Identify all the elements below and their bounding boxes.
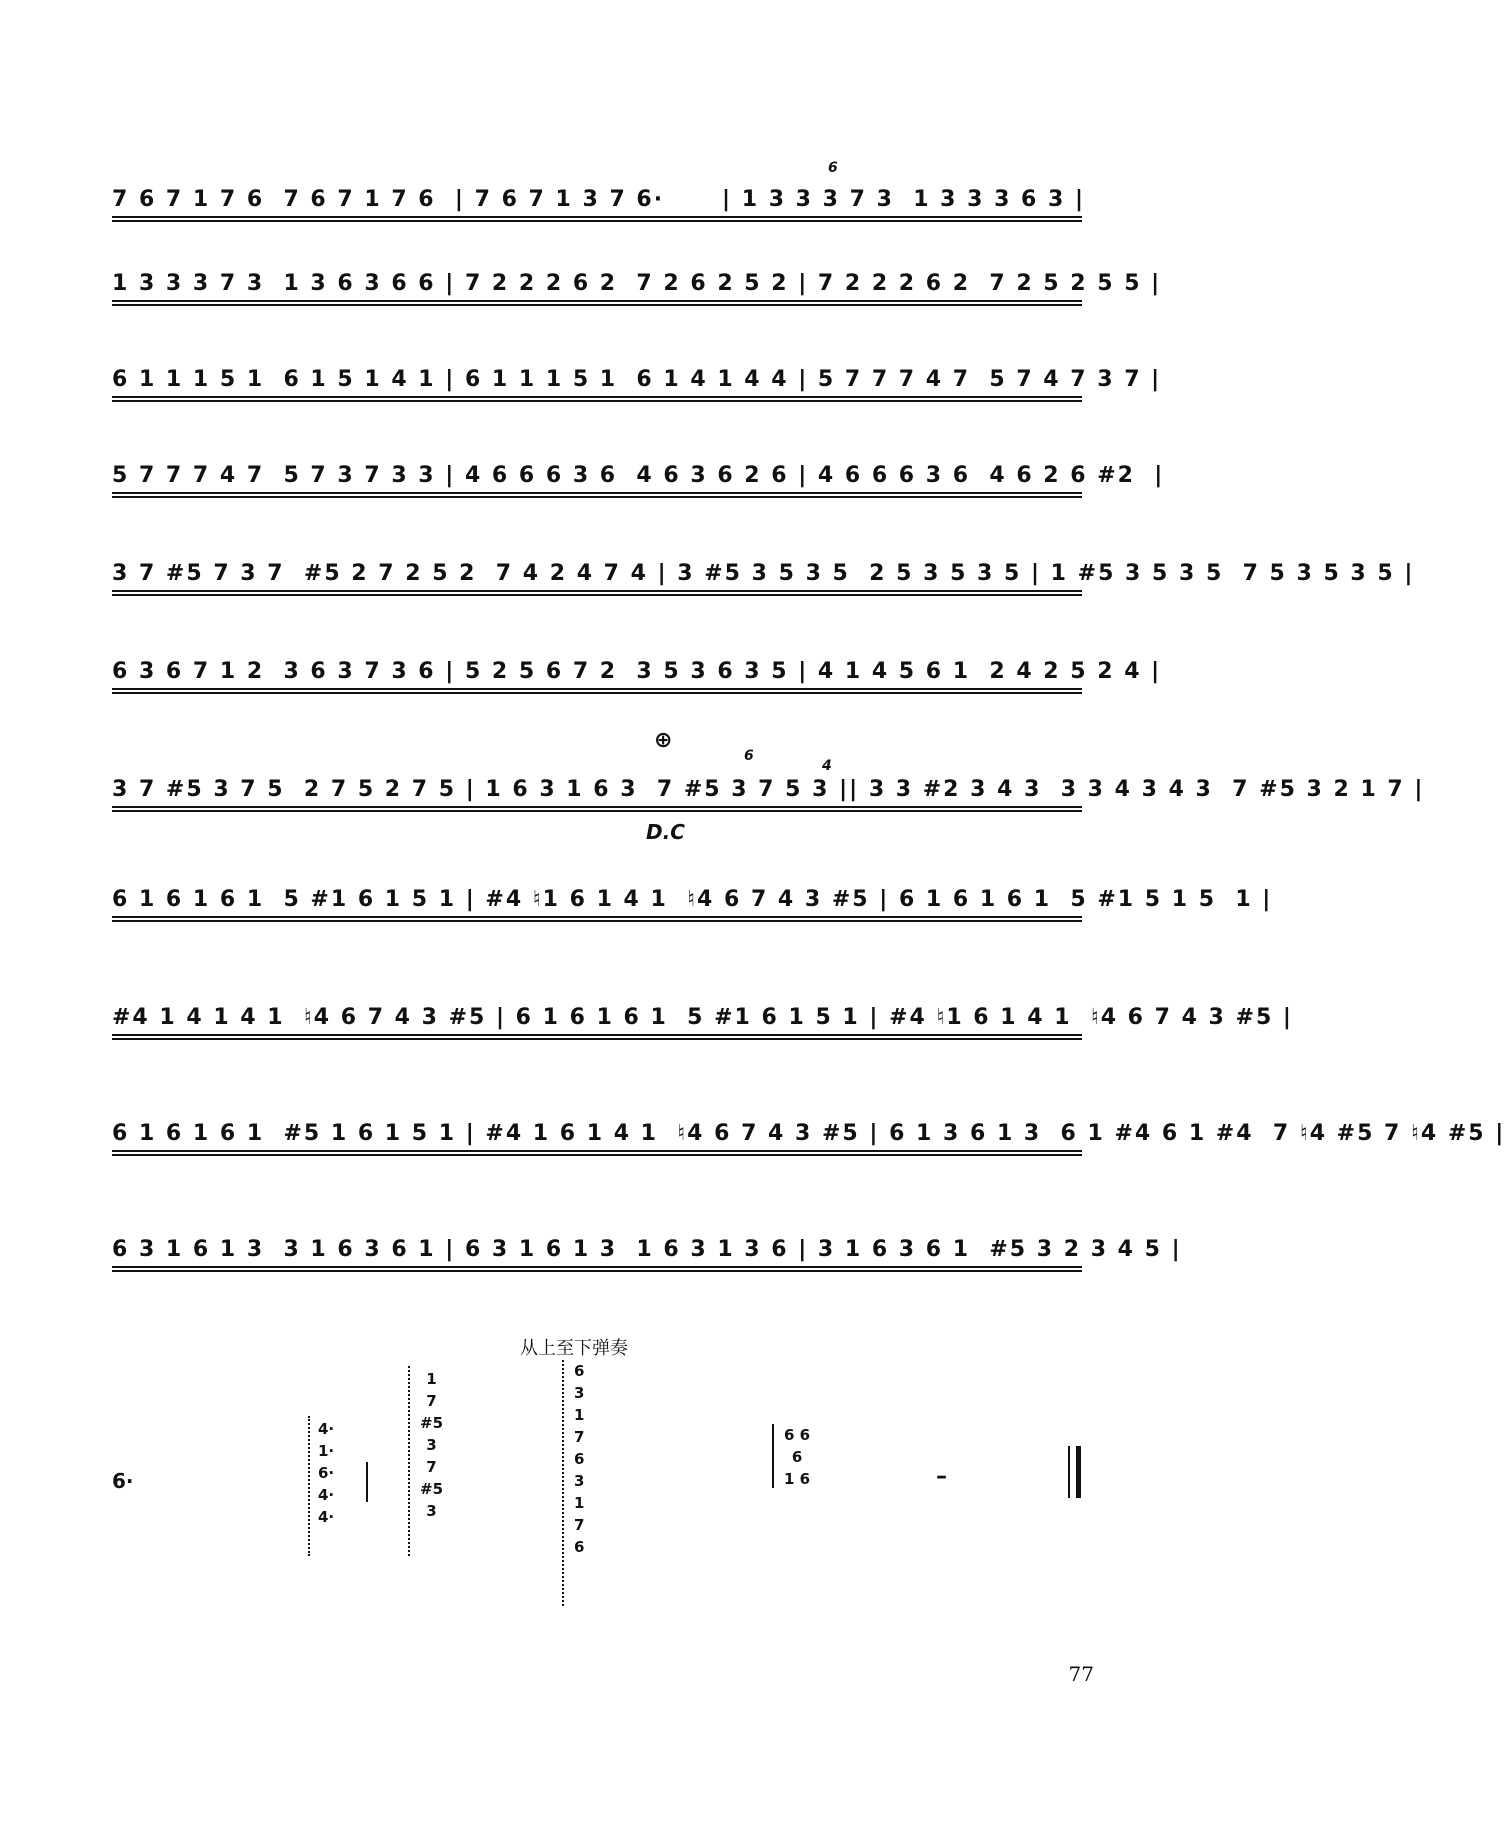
page-number: 77 (1068, 1662, 1094, 1686)
score-line-text: 7 6 7 1 7 6 7 6 7 1 7 6 | 7 6 7 1 3 7 6· | 1 3 3 3 7 3 1 3 3 3 6 3 | (112, 187, 1086, 212)
arpeggio-brace (308, 1416, 316, 1556)
score-line-text: 6 3 6 7 1 2 3 6 3 7 3 6 | 5 2 5 6 7 2 3 5 3 6 3 5 | 4 1 4 5 6 1 2 4 2 5 2 4 | (112, 659, 1162, 684)
final-barline-thin (1068, 1446, 1070, 1498)
score-line-text: 6 1 6 1 6 1 #5 1 6 1 5 1 | #4 1 6 1 4 1 ♮4 6 7 4 3 #5 | 6 1 3 6 1 3 6 1 #4 6 1 #4 7 ♮4 #5 7 ♮4 #5 | (112, 1121, 1505, 1146)
underline (112, 1150, 1082, 1152)
arpeggio-brace (408, 1366, 416, 1556)
score-line-text: 3 7 #5 3 7 5 2 7 5 2 7 5 | 1 6 3 1 6 3 7 #5 3 7 5 3 || 3 3 #2 3 4 3 3 3 4 3 4 3 7 #5 3 2 1 7 | (112, 777, 1425, 802)
underline (112, 1154, 1082, 1156)
barline (772, 1424, 774, 1488)
score-line-9 (112, 1004, 1293, 1048)
underline (112, 920, 1082, 922)
underline (112, 216, 1082, 218)
underline (112, 396, 1082, 398)
barline (366, 1462, 368, 1502)
score-line-text: 5 7 7 7 4 7 5 7 3 7 3 3 | 4 6 6 6 3 6 4 6 3 6 2 6 | 4 6 6 6 3 6 4 6 2 6 #2 | (112, 463, 1165, 488)
tuplet-number: 6 (828, 160, 838, 176)
underline (112, 1038, 1082, 1040)
underline (112, 692, 1082, 694)
score-line-4 (112, 462, 1165, 506)
score-line-3 (112, 366, 1162, 410)
score-line-2 (112, 270, 1162, 314)
score-line-1 (112, 186, 1102, 230)
playing-instruction: 从上至下弹奏 (520, 1338, 628, 1359)
underline (112, 810, 1082, 812)
sustain-dash: – (936, 1464, 947, 1489)
score-line-text: 6 3 1 6 1 3 3 1 6 3 6 1 | 6 3 1 6 1 3 1 6 3 1 3 6 | 3 1 6 3 6 1 #5 3 2 3 4 5 | (112, 1237, 1182, 1262)
underline (112, 590, 1082, 592)
chord-column-1: 4· 1· 6· 4· 4· (318, 1420, 335, 1526)
coda-sign: ⊕ (654, 728, 673, 753)
score-line-5 (112, 560, 1415, 604)
chord-column-4: 6 6 6 1 6 (784, 1426, 811, 1488)
underline (112, 304, 1082, 306)
underline (112, 220, 1082, 222)
underline (112, 300, 1082, 302)
chord-column-2: 1 7 #5 3 7 #5 3 (420, 1370, 444, 1520)
arpeggio-brace (562, 1360, 570, 1606)
underline (112, 400, 1082, 402)
score-line-text: 1 3 3 3 7 3 1 3 6 3 6 6 | 7 2 2 2 6 2 7 2 6 2 5 2 | 7 2 2 2 6 2 7 2 5 2 5 5 | (112, 271, 1162, 296)
final-barline-thick (1076, 1446, 1081, 1498)
underline (112, 806, 1082, 808)
underline (112, 1266, 1082, 1268)
score-line-10 (112, 1120, 1505, 1164)
underline (112, 594, 1082, 596)
score-line-text: 3 7 #5 7 3 7 #5 2 7 2 5 2 7 4 2 4 7 4 | 3 #5 3 5 3 5 2 5 3 5 3 5 | 1 #5 3 5 3 5 7 5 3 5 3 5 | (112, 561, 1415, 586)
score-line-text: 6 1 6 1 6 1 5 #1 6 1 5 1 | #4 ♮1 6 1 4 1 ♮4 6 7 4 3 #5 | 6 1 6 1 6 1 5 #1 5 1 5 1 | (112, 887, 1273, 912)
underline (112, 1034, 1082, 1036)
score-line-text: #4 1 4 1 4 1 ♮4 6 7 4 3 #5 | 6 1 6 1 6 1 5 #1 6 1 5 1 | #4 ♮1 6 1 4 1 ♮4 6 7 4 3 #5 | (112, 1005, 1293, 1030)
tuplet-number: 6 (744, 748, 754, 764)
score-line-text: 6 1 1 1 5 1 6 1 5 1 4 1 | 6 1 1 1 5 1 6 1 4 1 4 4 | 5 7 7 7 4 7 5 7 4 7 3 7 | (112, 367, 1162, 392)
dc-marking: D.C (646, 820, 685, 844)
score-line-8 (112, 886, 1273, 930)
underline (112, 916, 1082, 918)
underline (112, 492, 1082, 494)
chord-column-3: 6 3 1 7 6 3 1 7 6 (574, 1362, 585, 1556)
underline (112, 496, 1082, 498)
finger-number: 4 (822, 758, 832, 774)
underline (112, 1270, 1082, 1272)
score-line-7 (112, 776, 1425, 820)
score-line-6 (112, 658, 1162, 702)
score-line-11 (112, 1236, 1182, 1280)
underline (112, 688, 1082, 690)
final-note: 6· (112, 1469, 134, 1493)
